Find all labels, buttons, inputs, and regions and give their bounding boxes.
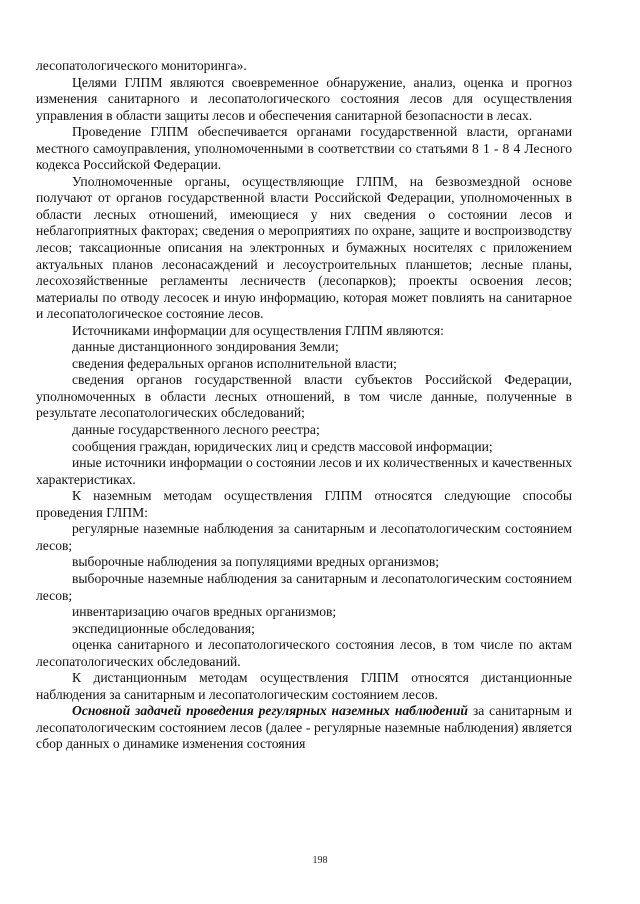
list-item-source: данные государственного лесного реестра;	[72, 422, 320, 438]
paragraph-continuation: лесопатологического мониторинга».	[36, 58, 247, 73]
paragraph-authorized-bodies: Уполномоченные органы, осуществляющие ГЛПМ, на безвозмездной основе получают от органов государственной власти Российской Федерации, уполномоченных в области лесных отношений, имеющиеся у них сведения о состоянии лесов и неблагоприятных факторах; сведения о мероприятиях по охране, защите и воспроизводству лесов; таксационные описания на электронных и бумажных носителях с приложением актуальных планов лесонасаждений и лесоустроительных планшетов; лесные планы, лесохозяйственные регламенты лесничеств (лесопарков); проекты освоения лесов; материалы по отводу лесосек и иную информацию, которая может повлиять на санитарное и лесопатологическое состояние лесов.	[36, 173, 572, 322]
page-number: 198	[312, 855, 328, 866]
list-item-source: сообщения граждан, юридических лиц и средств массовой информации;	[72, 438, 493, 454]
paragraph-main-task-text: за санитарным и лесопатологическим состоянием лесов (далее - регулярные наземные наблюдения) является сбор данных о динамике изменения состояния	[36, 703, 572, 752]
list-item-source: сведения органов государственной власти субъектов Российской Федерации, уполномоченных в области лесных отношений, в том числе данные, полученные в результате лесопатологических обследований;	[36, 372, 572, 421]
list-item-method: выборочные наземные наблюдения за санитарным и лесопатологическим состоянием лесов;	[36, 570, 572, 603]
paragraph-authorities: Проведение ГЛПМ обеспечивается органами государственной власти, органами местного самоуправления, уполномоченными в соответствии со статьями 8 1 - 8 4 Лесного кодекса Российской Федерации.	[36, 124, 572, 173]
list-item-method: экспедиционные обследования;	[72, 620, 255, 636]
list-item-source: сведения федеральных органов исполнительной власти;	[72, 355, 397, 371]
paragraph-main-task	[36, 703, 572, 753]
list-item-method: инвентаризацию очагов вредных организмов;	[72, 604, 337, 620]
paragraph-remote-methods: К дистанционным методам осуществления ГЛПМ относятся дистанционные наблюдения за санитарным и лесопатологическим состоянием лесов.	[36, 670, 572, 702]
list-item-method: выборочные наблюдения за популяциями вредных организмов;	[72, 554, 440, 570]
paragraph-sources-intro: Источниками информации для осуществления ГЛПМ являются:	[72, 322, 444, 338]
paragraph-ground-methods-intro: К наземным методам осуществления ГЛПМ относятся следующие способы проведения ГЛПМ:	[36, 488, 572, 520]
list-item-source: иные источники информации о состоянии лесов и их количественных и качественных характеристиках.	[36, 455, 572, 487]
emphasized-phrase: Основной задачей проведения регулярных наземных наблюдений	[72, 703, 468, 719]
list-item-method: регулярные наземные наблюдения за санитарным и лесопатологическим состоянием лесов;	[36, 521, 572, 553]
list-item-method: оценка санитарного и лесопатологического состояния лесов, в том числе по актам лесопатологических обследований.	[36, 637, 572, 669]
list-item-source: данные дистанционного зондирования Земли;	[72, 339, 339, 355]
document-body	[36, 58, 572, 753]
paragraph-goals: Целями ГЛПМ являются своевременное обнаружение, анализ, оценка и прогноз изменения санитарного и лесопатологического состояния лесов для осуществления управления в области защиты лесов и обеспечения санитарной безопасности в лесах.	[36, 74, 572, 123]
